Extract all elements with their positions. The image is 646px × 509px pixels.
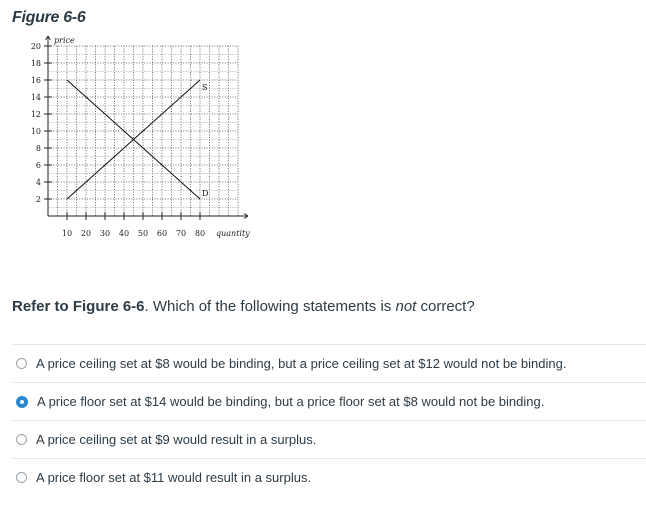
answer-label: A price ceiling set at $9 would result in a surplus. [36,432,317,447]
answer-option[interactable] [12,458,646,496]
question-text-b: correct? [416,298,475,315]
y-tick-label: 12 [30,110,41,119]
question-text-a: . Which of the following statements is [144,298,396,315]
x-axis-label: quantity [216,229,250,238]
x-tick-label: 80 [194,229,206,238]
x-tick-label: 30 [99,229,111,238]
y-tick-label: 2 [35,195,41,204]
y-tick-label: 6 [35,161,41,170]
answer-label: A price ceiling set at $8 would be binding, but a price ceiling set at $12 would not be binding. [36,356,567,371]
question-text [12,298,475,315]
y-tick-label: 10 [30,127,41,136]
y-tick-label: 14 [30,93,41,102]
question-figure-ref: Refer to Figure 6-6 [12,298,145,315]
x-tick-label: 50 [137,229,149,238]
y-tick-label: 4 [35,178,41,187]
answer-label: A price floor set at $11 would result in a surplus. [36,470,312,485]
x-tick-label: 20 [80,229,92,238]
answer-option[interactable] [12,382,646,420]
x-tick-label: 70 [175,229,187,238]
y-tick-label: 8 [35,144,41,153]
question-emphasis: not [395,298,417,315]
y-axis-label: price [54,36,75,45]
y-tick-label: 20 [30,42,41,51]
y-tick-label: 16 [30,76,41,85]
x-tick-label: 40 [118,229,130,238]
y-tick-label: 18 [30,59,41,68]
figure-title: Figure 6-6 [12,9,86,26]
series-label-s: S [202,83,208,92]
radio-button[interactable] [16,358,27,369]
radio-button[interactable] [16,472,27,483]
radio-button-selected[interactable] [16,396,28,408]
answer-list [12,344,646,496]
series-label-d: D [202,189,209,198]
answer-option[interactable] [12,344,646,382]
x-tick-label: 10 [61,229,73,238]
x-tick-label: 60 [156,229,168,238]
answer-option[interactable] [12,420,646,458]
supply-demand-chart [0,28,270,258]
answer-label: A price floor set at $14 would be binding, but a price floor set at $8 would not be binding. [37,394,545,409]
radio-button[interactable] [16,434,27,445]
